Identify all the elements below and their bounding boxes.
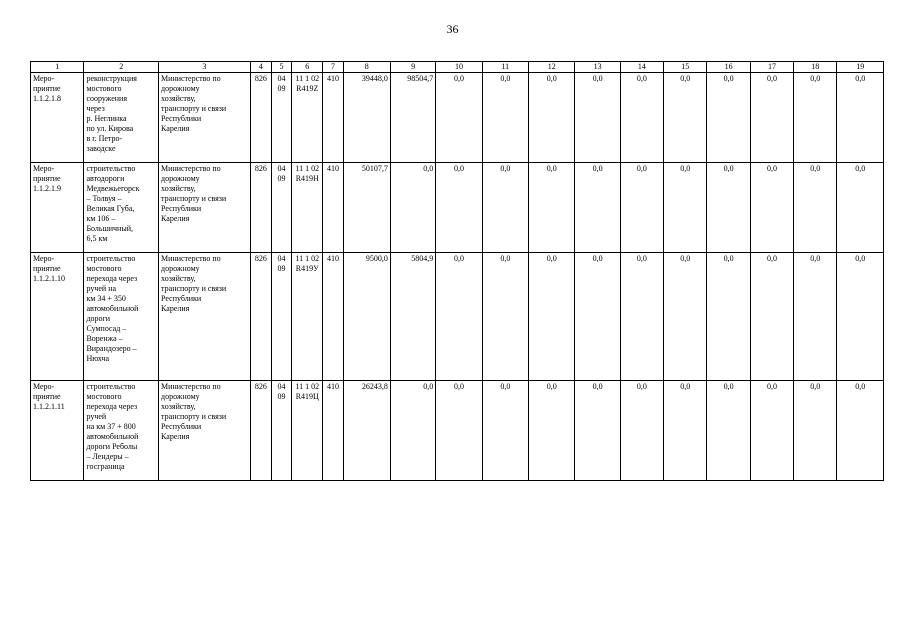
section-cell-line: 09 (277, 84, 286, 93)
value-cell: 0,0 (794, 163, 837, 253)
target-article-cell (292, 253, 323, 381)
description-cell-line: автомобильной (86, 432, 139, 441)
expense-type-cell: 410 (323, 253, 343, 381)
value-cell: 0,0 (620, 253, 663, 381)
value-cell: 0,0 (794, 253, 837, 381)
description-cell-line: Вирандозеро – (86, 344, 137, 353)
column-header: 11 (482, 62, 528, 73)
event-id-cell (31, 163, 84, 253)
executor-cell-line: хозяйству, (161, 184, 196, 193)
expense-type-cell: 410 (323, 73, 343, 163)
event-id-cell-line: 1.1.2.1.9 (33, 184, 61, 193)
executor-cell-line: хозяйству, (161, 274, 196, 283)
section-cell-line: 04 (277, 164, 286, 173)
value-cell: 0,0 (664, 163, 707, 253)
event-id-cell-line: приятие (33, 392, 61, 401)
value-cell: 0,0 (620, 163, 663, 253)
value-cell: 0,0 (482, 73, 528, 163)
description-cell-line: через (86, 104, 105, 113)
executor-cell-line: хозяйству, (161, 402, 196, 411)
executor-cell-line: транспорту и связи (161, 104, 227, 113)
event-id-cell (31, 73, 84, 163)
event-id-cell-line: Меро- (33, 164, 55, 173)
event-id-cell-line: 1.1.2.1.10 (33, 274, 65, 283)
value-cell: 0,0 (837, 253, 884, 381)
executor-cell-line: Республики (161, 294, 202, 303)
section-cell-line: 09 (277, 392, 286, 401)
executor-cell-line: транспорту и связи (161, 412, 227, 421)
description-cell-line: Воренжа – (86, 334, 123, 343)
executor-cell-line: хозяйству, (161, 94, 196, 103)
event-id-cell-line: Меро- (33, 382, 55, 391)
event-id-cell-line: приятие (33, 264, 61, 273)
column-header: 13 (575, 62, 620, 73)
description-cell-line: ручей (86, 412, 107, 421)
value-cell: 0,0 (837, 73, 884, 163)
target-article-cell-line: 11 1 02 (295, 254, 320, 263)
budget-table (30, 61, 884, 481)
value-cell: 0,0 (794, 381, 837, 481)
code-cell: 826 (250, 163, 271, 253)
description-cell (84, 163, 159, 253)
executor-cell-line: дорожному (161, 174, 200, 183)
description-cell-line: на км 37 + 800 (86, 422, 136, 431)
description-cell-line: мостового (86, 84, 122, 93)
description-cell-line: перехода через (86, 402, 138, 411)
description-cell-line: строительство (86, 254, 136, 263)
column-header: 10 (436, 62, 482, 73)
value-cell: 0,0 (575, 381, 620, 481)
description-cell (84, 73, 159, 163)
section-cell (271, 73, 291, 163)
description-cell-line: 6,5 км (86, 234, 108, 243)
event-id-cell-line: 1.1.2.1.8 (33, 94, 61, 103)
section-cell-line: 04 (277, 254, 286, 263)
column-header: 1 (31, 62, 84, 73)
value-cell: 0,0 (575, 253, 620, 381)
value-cell: 0,0 (707, 163, 750, 253)
target-article-cell (292, 163, 323, 253)
target-article-cell-line: 11 1 02 (295, 382, 320, 391)
description-cell-line: – Толвуя – (86, 194, 122, 203)
value-cell: 98504,7 (390, 73, 435, 163)
executor-cell-line: дорожному (161, 264, 200, 273)
executor-cell-line: Республики (161, 204, 202, 213)
value-cell: 26243,8 (343, 381, 390, 481)
column-header: 2 (84, 62, 159, 73)
description-cell-line: госграница (86, 462, 125, 471)
description-cell-line: Большичный, (86, 224, 133, 233)
column-header: 17 (750, 62, 793, 73)
executor-cell-line: Карелия (161, 432, 190, 441)
value-cell: 0,0 (837, 381, 884, 481)
event-id-cell (31, 253, 84, 381)
value-cell: 0,0 (529, 381, 575, 481)
executor-cell-line: транспорту и связи (161, 284, 227, 293)
executor-cell-line: Карелия (161, 304, 190, 313)
event-id-cell-line: Меро- (33, 74, 55, 83)
executor-cell-line: дорожному (161, 84, 200, 93)
code-cell: 826 (250, 73, 271, 163)
description-cell-line: строительство (86, 164, 136, 173)
executor-cell-line: Карелия (161, 214, 190, 223)
value-cell: 0,0 (707, 381, 750, 481)
target-article-cell-line: R419H (295, 174, 319, 183)
executor-cell-line: транспорту и связи (161, 194, 227, 203)
code-cell: 826 (250, 381, 271, 481)
target-article-cell (292, 381, 323, 481)
description-cell-line: заводске (86, 144, 116, 153)
section-cell-line: 04 (277, 382, 286, 391)
value-cell: 0,0 (664, 381, 707, 481)
column-header: 8 (343, 62, 390, 73)
description-cell-line: мостового (86, 264, 122, 273)
description-cell-line: ручей на (86, 284, 117, 293)
value-cell: 0,0 (750, 73, 793, 163)
event-id-cell-line: Меро- (33, 254, 55, 263)
value-cell: 0,0 (436, 163, 482, 253)
value-cell: 0,0 (620, 73, 663, 163)
value-cell: 0,0 (482, 253, 528, 381)
event-id-cell-line: приятие (33, 174, 61, 183)
description-cell-line: дороги Реболы (86, 442, 138, 451)
section-cell-line: 09 (277, 174, 286, 183)
description-cell-line: км 34 + 350 (86, 294, 126, 303)
description-cell-line: дороги (86, 314, 111, 323)
section-cell (271, 253, 291, 381)
description-cell-line: в г. Петро- (86, 134, 123, 143)
description-cell (84, 253, 159, 381)
column-header: 7 (323, 62, 343, 73)
description-cell-line: по ул. Кирова (86, 124, 134, 133)
value-cell: 0,0 (529, 253, 575, 381)
value-cell: 0,0 (750, 381, 793, 481)
executor-cell-line: Республики (161, 422, 202, 431)
column-header: 14 (620, 62, 663, 73)
description-cell (84, 381, 159, 481)
description-cell-line: км 106 – (86, 214, 116, 223)
executor-cell (159, 73, 251, 163)
value-cell: 0,0 (436, 381, 482, 481)
description-cell-line: Великая Губа, (86, 204, 135, 213)
executor-cell-line: Министерство по (161, 74, 221, 83)
section-cell (271, 381, 291, 481)
value-cell: 0,0 (750, 163, 793, 253)
description-cell-line: реконструкция (86, 74, 137, 83)
event-id-cell-line: 1.1.2.1.11 (33, 402, 65, 411)
description-cell-line: мостового (86, 392, 122, 401)
column-header: 4 (250, 62, 271, 73)
description-cell-line: автомобильной (86, 304, 139, 313)
column-header: 16 (707, 62, 750, 73)
section-cell-line: 04 (277, 74, 286, 83)
table-body (31, 62, 884, 481)
column-header: 12 (529, 62, 575, 73)
column-header: 9 (390, 62, 435, 73)
target-article-cell (292, 73, 323, 163)
table-row (31, 163, 884, 253)
page-number: 36 (446, 22, 459, 36)
value-cell: 0,0 (575, 73, 620, 163)
value-cell: 0,0 (620, 381, 663, 481)
value-cell: 0,0 (482, 381, 528, 481)
executor-cell-line: Министерство по (161, 382, 221, 391)
value-cell: 0,0 (707, 253, 750, 381)
value-cell: 0,0 (794, 73, 837, 163)
executor-cell-line: Республики (161, 114, 202, 123)
executor-cell (159, 163, 251, 253)
value-cell: 0,0 (482, 163, 528, 253)
target-article-cell-line: 11 1 02 (295, 164, 320, 173)
section-cell-line: 09 (277, 264, 286, 273)
column-header: 19 (837, 62, 884, 73)
value-cell: 0,0 (390, 381, 435, 481)
value-cell: 0,0 (575, 163, 620, 253)
executor-cell (159, 253, 251, 381)
column-header: 15 (664, 62, 707, 73)
executor-cell-line: Министерство по (161, 254, 221, 263)
target-article-cell-line: R419Z (296, 84, 319, 93)
table-row (31, 73, 884, 163)
executor-cell-line: дорожному (161, 392, 200, 401)
description-cell-line: сооружения (86, 94, 127, 103)
event-id-cell-line: приятие (33, 84, 61, 93)
value-cell: 0,0 (390, 163, 435, 253)
header-row (31, 62, 884, 73)
executor-cell-line: Карелия (161, 124, 190, 133)
event-id-cell (31, 381, 84, 481)
value-cell: 50107,7 (343, 163, 390, 253)
value-cell: 39448,0 (343, 73, 390, 163)
value-cell: 0,0 (529, 163, 575, 253)
value-cell: 9500,0 (343, 253, 390, 381)
description-cell-line: Сумпосад – (86, 324, 127, 333)
table-row (31, 381, 884, 481)
value-cell: 0,0 (436, 73, 482, 163)
value-cell: 0,0 (707, 73, 750, 163)
description-cell-line: Медвежьегорск (86, 184, 140, 193)
column-header: 6 (292, 62, 323, 73)
value-cell: 0,0 (750, 253, 793, 381)
value-cell: 0,0 (837, 163, 884, 253)
description-cell-line: строительство (86, 382, 136, 391)
value-cell: 5804,9 (390, 253, 435, 381)
column-header: 3 (159, 62, 251, 73)
value-cell: 0,0 (664, 253, 707, 381)
executor-cell-line: Министерство по (161, 164, 221, 173)
table-row (31, 253, 884, 381)
expense-type-cell: 410 (323, 163, 343, 253)
value-cell: 0,0 (529, 73, 575, 163)
column-header: 18 (794, 62, 837, 73)
target-article-cell-line: R419Ц (295, 392, 319, 401)
expense-type-cell: 410 (323, 381, 343, 481)
description-cell-line: – Лендеры – (86, 452, 129, 461)
code-cell: 826 (250, 253, 271, 381)
value-cell: 0,0 (664, 73, 707, 163)
column-header: 5 (271, 62, 291, 73)
executor-cell (159, 381, 251, 481)
description-cell-line: р. Неглинка (86, 114, 127, 123)
target-article-cell-line: 11 1 02 (295, 74, 320, 83)
value-cell: 0,0 (436, 253, 482, 381)
description-cell-line: перехода через (86, 274, 138, 283)
target-article-cell-line: R419У (295, 264, 319, 273)
section-cell (271, 163, 291, 253)
description-cell-line: автодороги (86, 174, 125, 183)
description-cell-line: Нюхча (86, 354, 110, 363)
